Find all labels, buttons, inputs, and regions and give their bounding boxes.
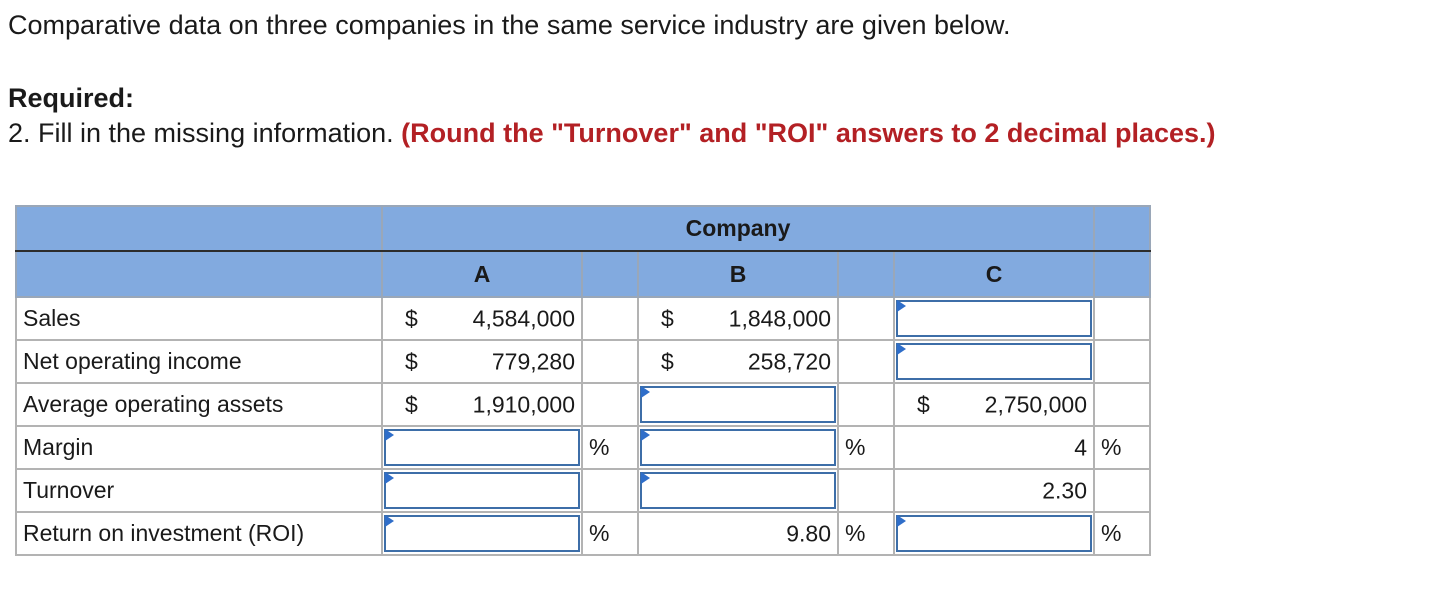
table-row-sales	[16, 297, 1150, 340]
sales-b-cell	[638, 297, 838, 340]
sales-c-unit	[1094, 297, 1150, 340]
sales-a-value: 4,584,000	[472, 305, 575, 331]
required-heading: Required:	[8, 83, 135, 113]
turnover-b-input[interactable]	[640, 472, 836, 509]
intro-text: Comparative data on three companies in the same service industry are given below.	[8, 10, 1011, 40]
roi-a-input[interactable]	[384, 515, 580, 552]
assets-b-cell	[638, 383, 838, 426]
turnover-c-unit	[1094, 469, 1150, 512]
header-blank-end	[1094, 206, 1150, 251]
column-header-a: A	[382, 251, 582, 297]
row-label-turnover: Turnover	[16, 469, 382, 512]
sales-b-value: 1,848,000	[728, 305, 831, 331]
required-instruction	[8, 118, 1216, 149]
noi-c-cell	[894, 340, 1094, 383]
noi-b-cell	[638, 340, 838, 383]
turnover-a-cell	[382, 469, 582, 512]
roi-c-unit: %	[1094, 512, 1150, 555]
table-row-roi	[16, 512, 1150, 555]
instruction-text: 2. Fill in the missing information.	[8, 118, 394, 148]
roi-a-unit: %	[582, 512, 638, 555]
turnover-a-input[interactable]	[384, 472, 580, 509]
column-header-b-unit	[838, 251, 894, 297]
roi-c-cell	[894, 512, 1094, 555]
currency-sign: $	[661, 305, 674, 331]
column-header-c-unit	[1094, 251, 1150, 297]
noi-a-cell	[382, 340, 582, 383]
roi-c-input[interactable]	[896, 515, 1092, 552]
header-row-columns	[16, 251, 1150, 297]
rounding-note: (Round the "Turnover" and "ROI" answers to 2 decimal places.)	[401, 118, 1216, 148]
noi-a-unit	[582, 340, 638, 383]
roi-b-cell	[638, 512, 838, 555]
hint-flag-icon	[897, 515, 906, 527]
sales-b-unit	[838, 297, 894, 340]
assets-a-value: 1,910,000	[472, 391, 575, 417]
margin-b-input[interactable]	[640, 429, 836, 466]
margin-a-unit: %	[582, 426, 638, 469]
hint-flag-icon	[641, 472, 650, 484]
assets-b-unit	[838, 383, 894, 426]
table-row-assets	[16, 383, 1150, 426]
assets-c-cell	[894, 383, 1094, 426]
row-label-margin: Margin	[16, 426, 382, 469]
turnover-b-cell	[638, 469, 838, 512]
company-data-table	[15, 205, 1151, 556]
margin-b-cell	[638, 426, 838, 469]
table-row-margin	[16, 426, 1150, 469]
table-row-turnover	[16, 469, 1150, 512]
hint-flag-icon	[385, 472, 394, 484]
column-header-a-unit	[582, 251, 638, 297]
margin-a-cell	[382, 426, 582, 469]
margin-a-input[interactable]	[384, 429, 580, 466]
assets-c-unit	[1094, 383, 1150, 426]
margin-c-unit: %	[1094, 426, 1150, 469]
turnover-b-unit	[838, 469, 894, 512]
hint-flag-icon	[641, 429, 650, 441]
roi-b-value: 9.80	[786, 520, 831, 546]
header-blank	[16, 206, 382, 251]
column-header-b: B	[638, 251, 838, 297]
noi-b-unit	[838, 340, 894, 383]
currency-sign: $	[405, 348, 418, 374]
turnover-c-cell	[894, 469, 1094, 512]
header-row-company	[16, 206, 1150, 251]
row-label-assets: Average operating assets	[16, 383, 382, 426]
turnover-c-value: 2.30	[1042, 477, 1087, 503]
row-label-sales: Sales	[16, 297, 382, 340]
column-header-c: C	[894, 251, 1094, 297]
currency-sign: $	[405, 305, 418, 331]
hint-flag-icon	[385, 515, 394, 527]
roi-a-cell	[382, 512, 582, 555]
sales-a-unit	[582, 297, 638, 340]
turnover-a-unit	[582, 469, 638, 512]
sales-a-cell	[382, 297, 582, 340]
sales-c-cell	[894, 297, 1094, 340]
currency-sign: $	[661, 348, 674, 374]
noi-b-value: 258,720	[747, 348, 831, 374]
row-label-noi: Net operating income	[16, 340, 382, 383]
noi-c-input[interactable]	[896, 343, 1092, 380]
sales-c-input[interactable]	[896, 300, 1092, 337]
header-blank-2	[16, 251, 382, 297]
table-row-noi	[16, 340, 1150, 383]
noi-c-unit	[1094, 340, 1150, 383]
assets-a-cell	[382, 383, 582, 426]
hint-flag-icon	[897, 343, 906, 355]
currency-sign: $	[917, 391, 930, 417]
noi-a-value: 779,280	[491, 348, 575, 374]
margin-c-value: 4	[1074, 434, 1087, 460]
margin-c-cell	[894, 426, 1094, 469]
assets-b-input[interactable]	[640, 386, 836, 423]
assets-c-value: 2,750,000	[984, 391, 1087, 417]
margin-b-unit: %	[838, 426, 894, 469]
company-group-header: Company	[382, 206, 1094, 251]
hint-flag-icon	[641, 386, 650, 398]
currency-sign: $	[405, 391, 418, 417]
row-label-roi: Return on investment (ROI)	[16, 512, 382, 555]
hint-flag-icon	[385, 429, 394, 441]
hint-flag-icon	[897, 300, 906, 312]
roi-b-unit: %	[838, 512, 894, 555]
assets-a-unit	[582, 383, 638, 426]
